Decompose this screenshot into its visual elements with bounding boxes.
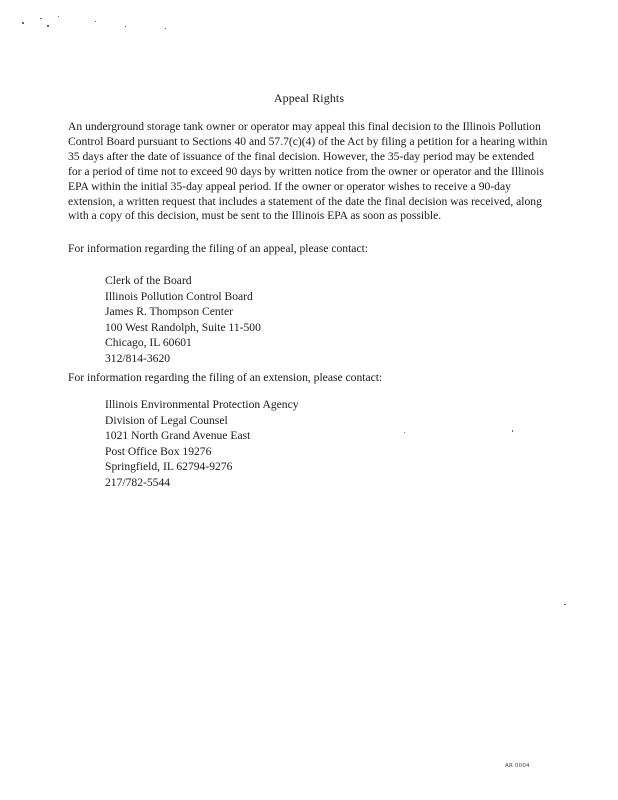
scan-speck (47, 25, 49, 27)
address-line: 100 West Randolph, Suite 11-500 (105, 320, 261, 334)
address-line: 312/814-3620 (105, 351, 171, 365)
address-line: Division of Legal Counsel (105, 413, 228, 427)
address-line: Springfield, IL 62794-9276 (105, 460, 233, 473)
scan-speck (512, 430, 513, 432)
scan-speck (564, 604, 566, 605)
address-line: Clerk of the Board (105, 274, 192, 287)
address-line: Post Office Box 19276 (105, 444, 212, 458)
epa-address-block (105, 397, 405, 490)
address-line: Illinois Environmental Protection Agency (105, 398, 299, 411)
scan-speck (165, 28, 166, 29)
address-line: 1021 North Grand Avenue East (105, 429, 251, 442)
appeal-contact-intro: For information regarding the filing of an appeal, please contact: (68, 242, 369, 255)
page-stamp: AR 0004 (505, 763, 530, 769)
scan-speck (40, 18, 42, 19)
board-address-block (105, 273, 405, 366)
scan-speck (95, 21, 96, 22)
address-line: 217/782-5544 (105, 475, 171, 489)
address-line: James R. Thompson Center (105, 305, 233, 318)
scan-speck (22, 22, 24, 24)
page-title: Appeal Rights (273, 91, 345, 105)
extension-contact-intro: For information regarding the filing of an extension, please contact: (68, 371, 383, 384)
address-line: Chicago, IL 60601 (105, 336, 192, 349)
appeal-paragraph: An underground storage tank owner or operator may appeal this final decision to the Illinois Pollution Control Board pursuant to Sections 40 and 57.7(c)(4) of the Act by filing a petition for a hearing within 35 days after the date of issuance of the final decision. However, the 35-day period may be extended for a period of time not to exceed 90 days by written notice from the owner or operator and the Illinois EPA within the initial 35-day appeal period. If the owner or operator wishes to receive a 90-day extension, a written request that includes a statement of the date the final decision was received, along with a copy of this decision, must be sent to the Illinois EPA as soon as possible. (68, 120, 548, 223)
address-line: Illinois Pollution Control Board (105, 289, 253, 303)
scan-speck (125, 26, 126, 27)
scan-speck (58, 16, 59, 17)
